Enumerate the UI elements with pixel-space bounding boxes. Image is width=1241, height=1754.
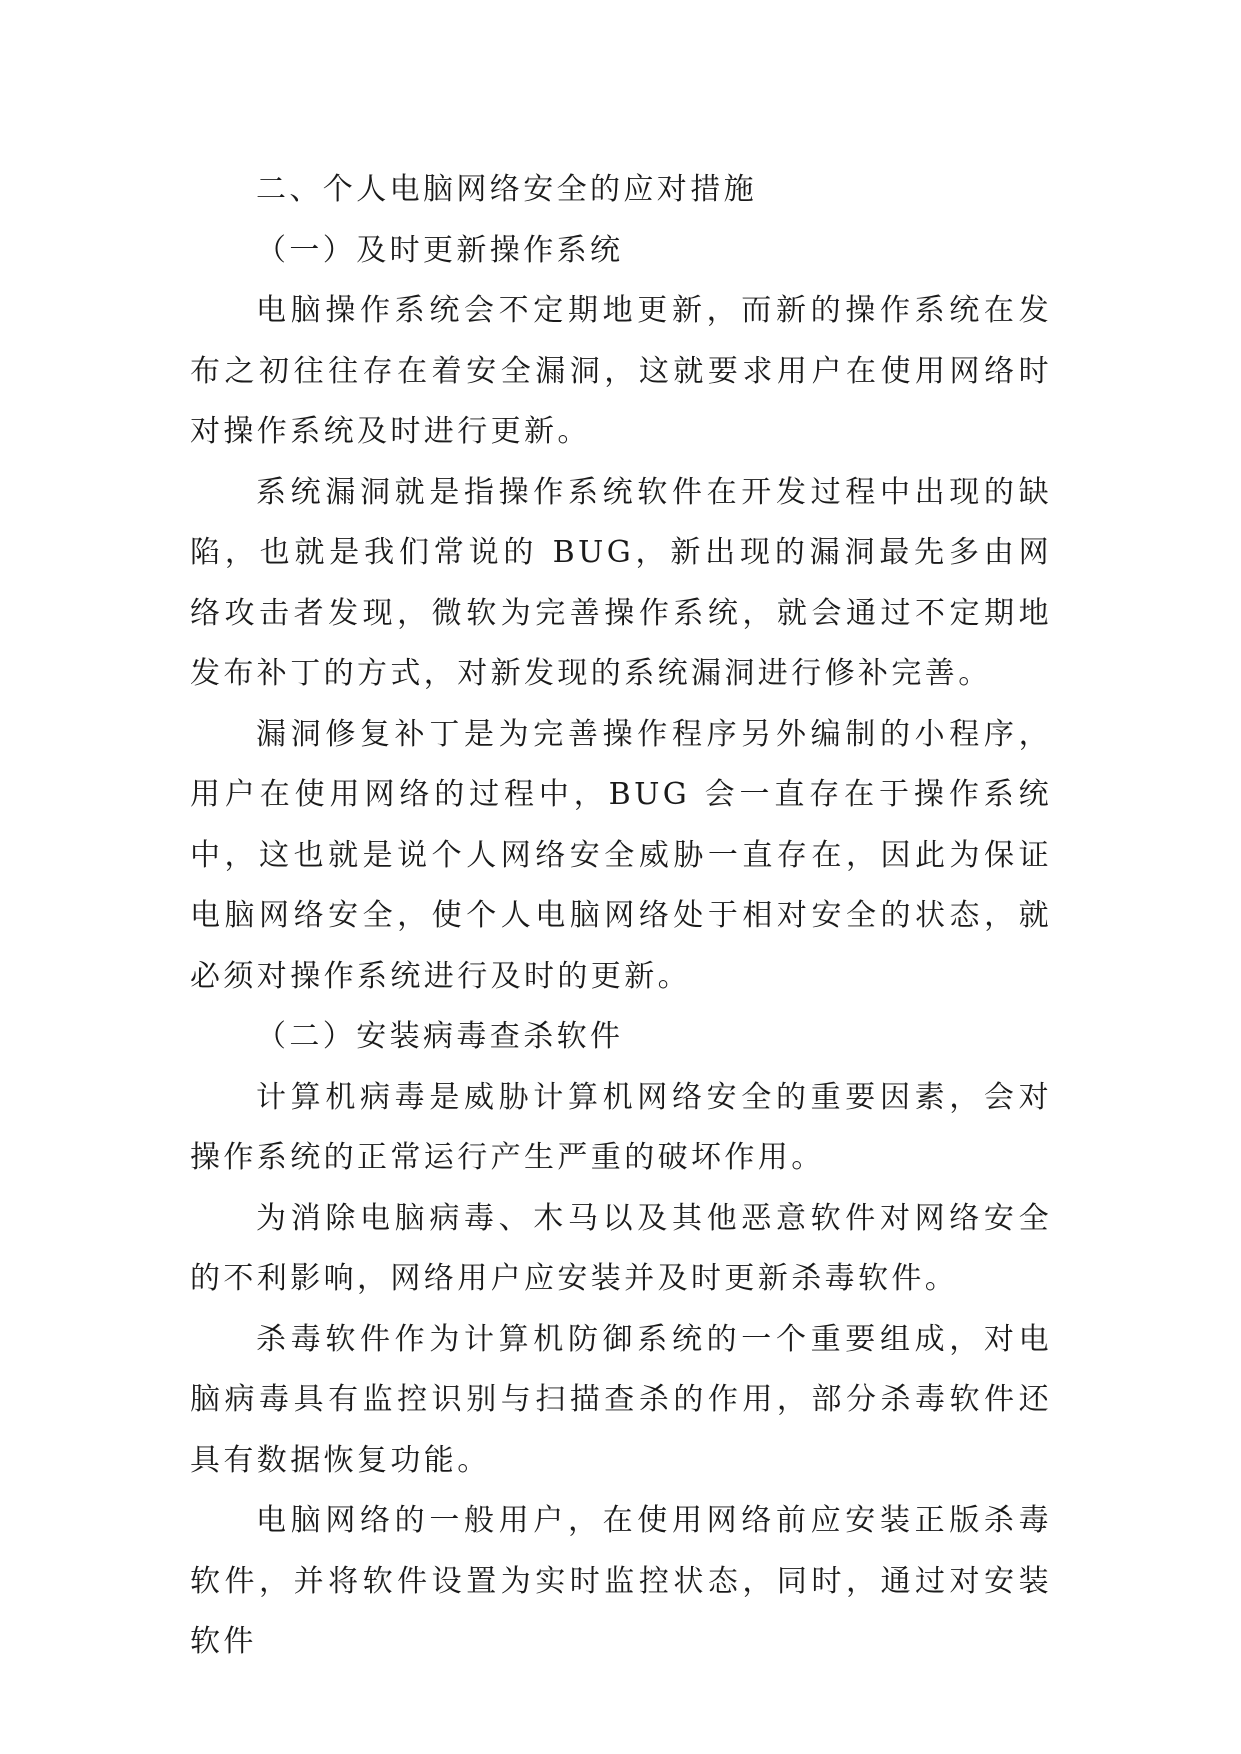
paragraph-7: 电脑网络的一般用户，在使用网络前应安装正版杀毒软件，并将软件设置为实时监控状态，同时，通过对安装软件	[190, 1503, 1052, 1659]
paragraph-4: 计算机病毒是威胁计算机网络安全的重要因素，会对操作系统的正常运行产生严重的破坏作用。	[190, 1079, 1052, 1175]
section-heading: 二、个人电脑网络安全的应对措施	[256, 172, 757, 207]
paragraph-5: 为消除电脑病毒、木马以及其他恶意软件对网络安全的不利影响，网络用户应安装并及时更新杀毒软件。	[190, 1200, 1052, 1296]
paragraph-3: 漏洞修复补丁是为完善操作程序另外编制的小程序，用户在使用网络的过程中，BUG 会一直存在于操作系统中，这也就是说个人网络安全威胁一直存在，因此为保证电脑网络安全，使个人电脑网络处于相对安全的状态，就必须对操作系统进行及时的更新。	[190, 716, 1052, 994]
paragraph-2: 系统漏洞就是指操作系统软件在开发过程中出现的缺陷，也就是我们常说的 BUG，新出现的漏洞最先多由网络攻击者发现，微软为完善操作系统，就会通过不定期地发布补丁的方式，对新发现的系统漏洞进行修补完善。	[190, 474, 1052, 691]
paragraph-1: 电脑操作系统会不定期地更新，而新的操作系统在发布之初往往存在着安全漏洞，这就要求用户在使用网络时对操作系统及时进行更新。	[190, 293, 1052, 449]
document-body	[190, 160, 1052, 1673]
subsection-heading-1: （一）及时更新操作系统	[256, 232, 624, 268]
subsection-heading-2: （二）安装病毒查杀软件	[256, 1019, 624, 1054]
paragraph-6: 杀毒软件作为计算机防御系统的一个重要组成，对电脑病毒具有监控识别与扫描查杀的作用，部分杀毒软件还具有数据恢复功能。	[190, 1321, 1052, 1478]
